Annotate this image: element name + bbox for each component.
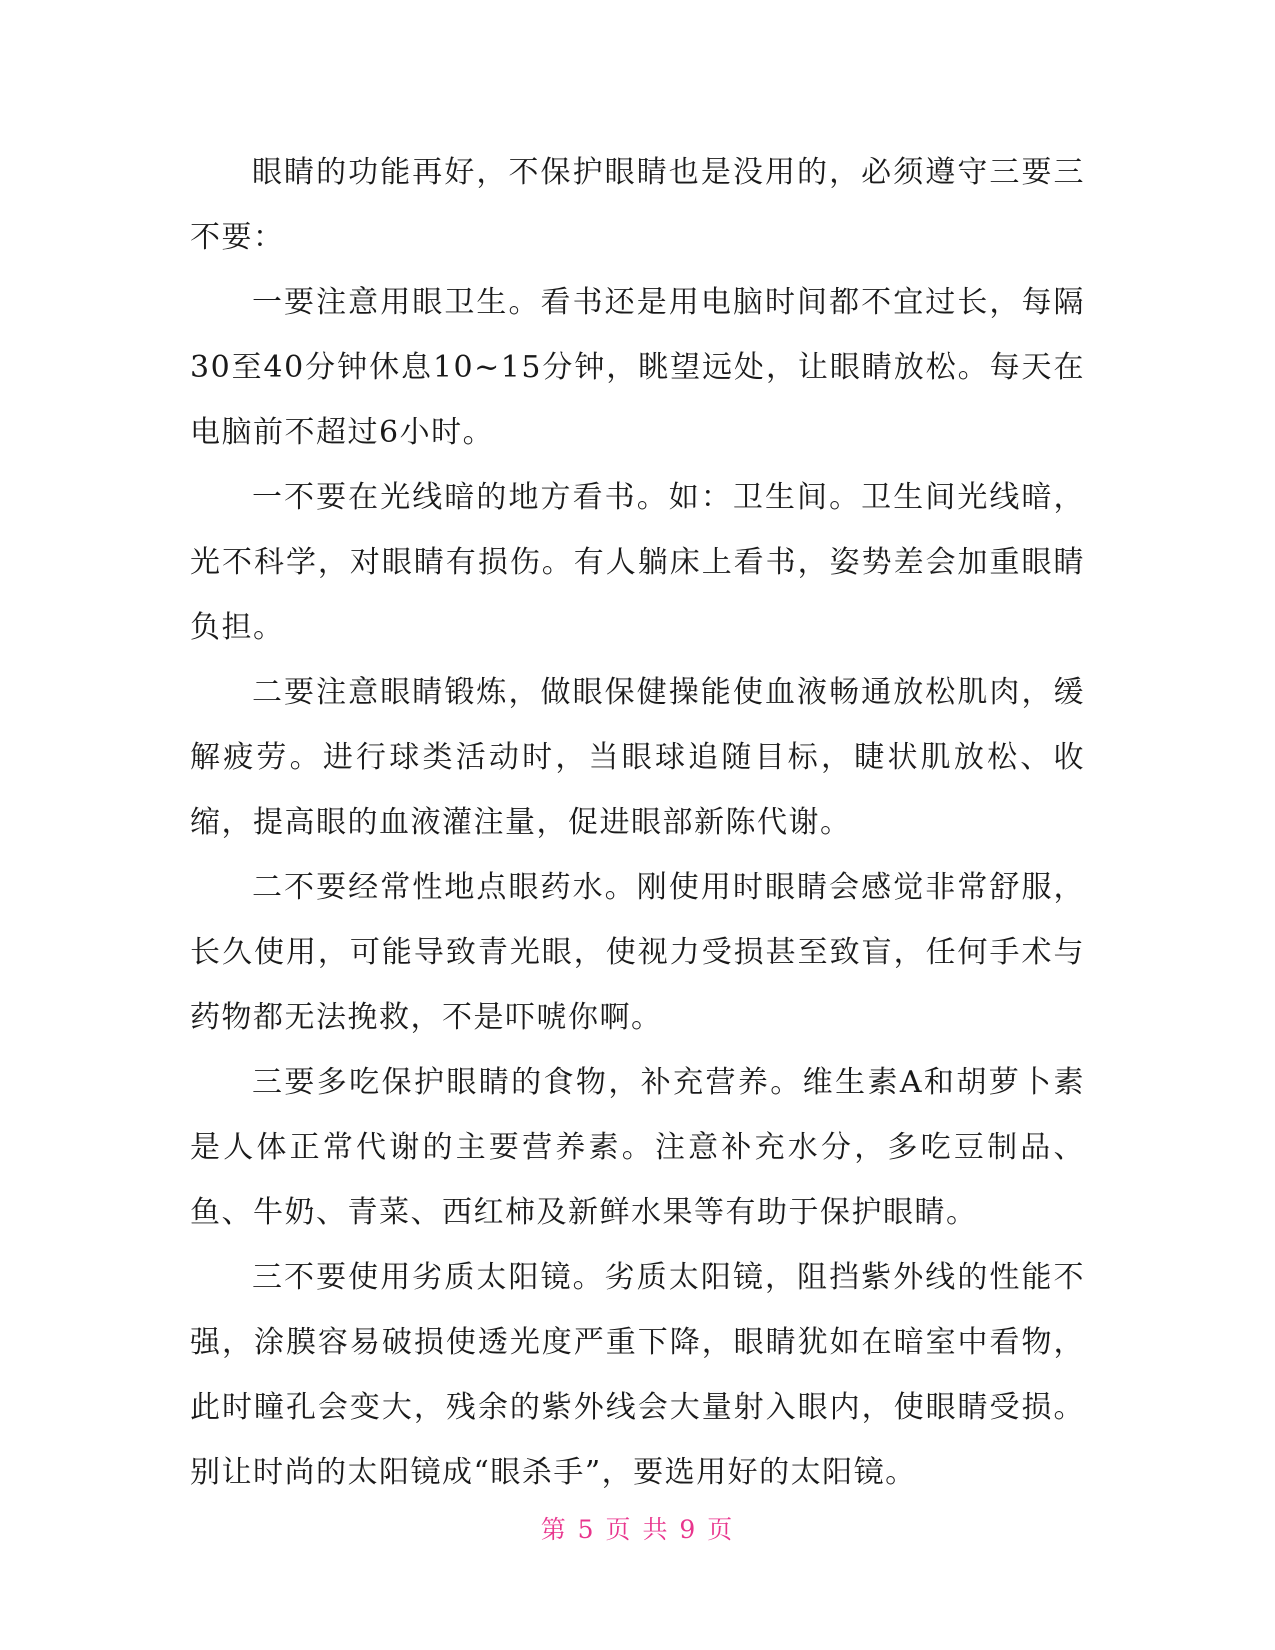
page-number-footer: 第 5 页 共 9 页: [540, 1515, 735, 1544]
paragraph-rule-1-dont: 一不要在光线暗的地方看书。如：卫生间。卫生间光线暗，光不科学，对眼睛有损伤。有人躺床上看书，姿势差会加重眼睛负担。: [190, 480, 1085, 645]
paragraph-intro: 眼睛的功能再好，不保护眼睛也是没用的，必须遵守三要三不要：: [190, 155, 1085, 255]
paragraph-rule-3-dont: 三不要使用劣质太阳镜。劣质太阳镜，阻挡紫外线的性能不强，涂膜容易破损使透光度严重下降，眼睛犹如在暗室中看物，此时瞳孔会变大，残余的紫外线会大量射入眼内，使眼睛受损。别让时尚的太阳镜成“眼杀手”，要选用好的太阳镜。: [190, 1260, 1085, 1490]
paragraph-rule-2-dont: 二不要经常性地点眼药水。刚使用时眼睛会感觉非常舒服，长久使用，可能导致青光眼，使视力受损甚至致盲，任何手术与药物都无法挽救，不是吓唬你啊。: [190, 870, 1085, 1035]
document-body: [190, 140, 1085, 1505]
paragraph-rule-2-do: 二要注意眼睛锻炼，做眼保健操能使血液畅通放松肌肉，缓解疲劳。进行球类活动时，当眼球追随目标，睫状肌放松、收缩，提高眼的血液灌注量，促进眼部新陈代谢。: [190, 675, 1085, 840]
paragraph-rule-3-do: 三要多吃保护眼睛的食物，补充营养。维生素A和胡萝卜素是人体正常代谢的主要营养素。注意补充水分，多吃豆制品、鱼、牛奶、青菜、西红柿及新鲜水果等有助于保护眼睛。: [190, 1065, 1085, 1230]
paragraph-rule-1-do: 一要注意用眼卫生。看书还是用电脑时间都不宜过长，每隔30至40分钟休息10~15分钟，眺望远处，让眼睛放松。每天在电脑前不超过6小时。: [190, 285, 1085, 450]
